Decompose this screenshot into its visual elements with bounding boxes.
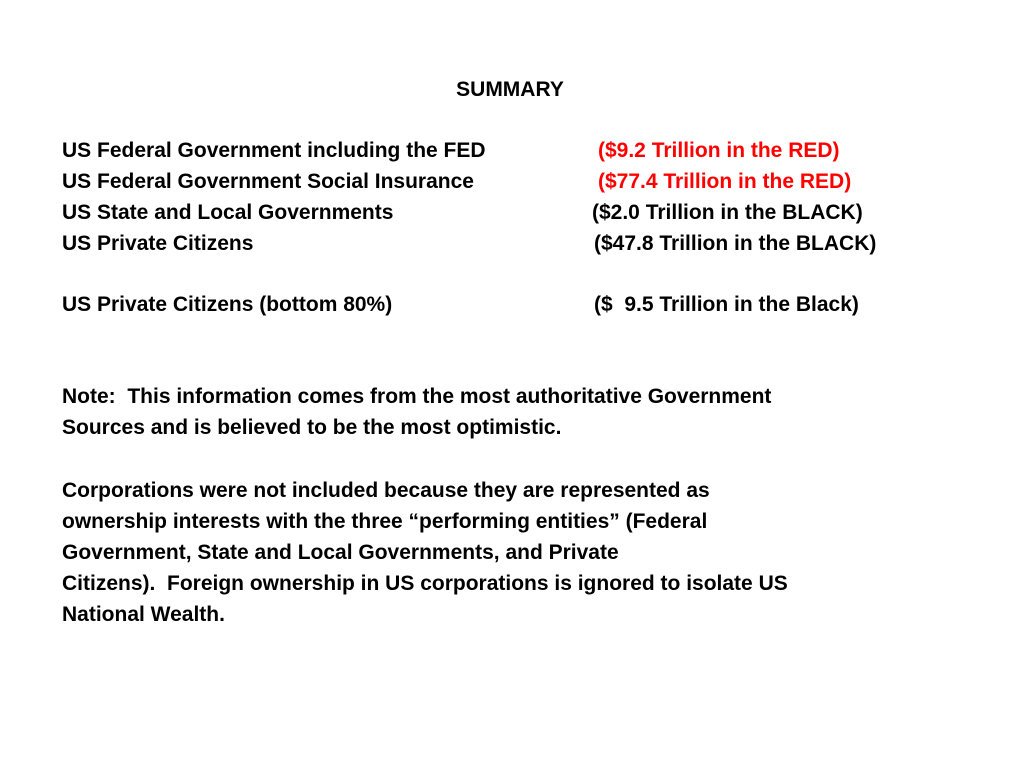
- summary-row-state-local: [62, 199, 962, 227]
- row-label: US Private Citizens (bottom 80%): [62, 293, 393, 316]
- paragraph-line: Corporations were not included because they are represented as: [62, 479, 710, 502]
- paragraph-line: National Wealth.: [62, 603, 225, 626]
- paragraph-line: Citizens). Foreign ownership in US corporations is ignored to isolate US: [62, 572, 788, 595]
- slide-title: SUMMARY: [456, 78, 564, 101]
- summary-row-federal: [62, 137, 962, 165]
- row-label: US Federal Government including the FED: [62, 139, 486, 162]
- summary-row-social-insurance: [62, 168, 962, 196]
- row-value: ($47.8 Trillion in the BLACK): [594, 232, 877, 255]
- row-value: ($9.2 Trillion in the RED): [598, 139, 840, 162]
- row-value: ($ 9.5 Trillion in the Black): [594, 293, 859, 316]
- paragraph-line: Note: This information comes from the most authoritative Government: [62, 385, 772, 408]
- row-value: ($77.4 Trillion in the RED): [598, 170, 852, 193]
- paragraph-line: Government, State and Local Governments, and Private: [62, 541, 619, 564]
- summary-row-bottom-80: [62, 291, 962, 319]
- summary-row-private-citizens: [62, 230, 962, 258]
- row-label: US Private Citizens: [62, 232, 254, 255]
- paragraph-line: Sources and is believed to be the most optimistic.: [62, 416, 562, 439]
- row-value: ($2.0 Trillion in the BLACK): [592, 201, 863, 224]
- note-paragraph: [62, 381, 962, 443]
- paragraph-line: ownership interests with the three “performing entities” (Federal: [62, 510, 708, 533]
- row-label: US Federal Government Social Insurance: [62, 170, 474, 193]
- row-label: US State and Local Governments: [62, 201, 394, 224]
- corporations-paragraph: [62, 475, 962, 630]
